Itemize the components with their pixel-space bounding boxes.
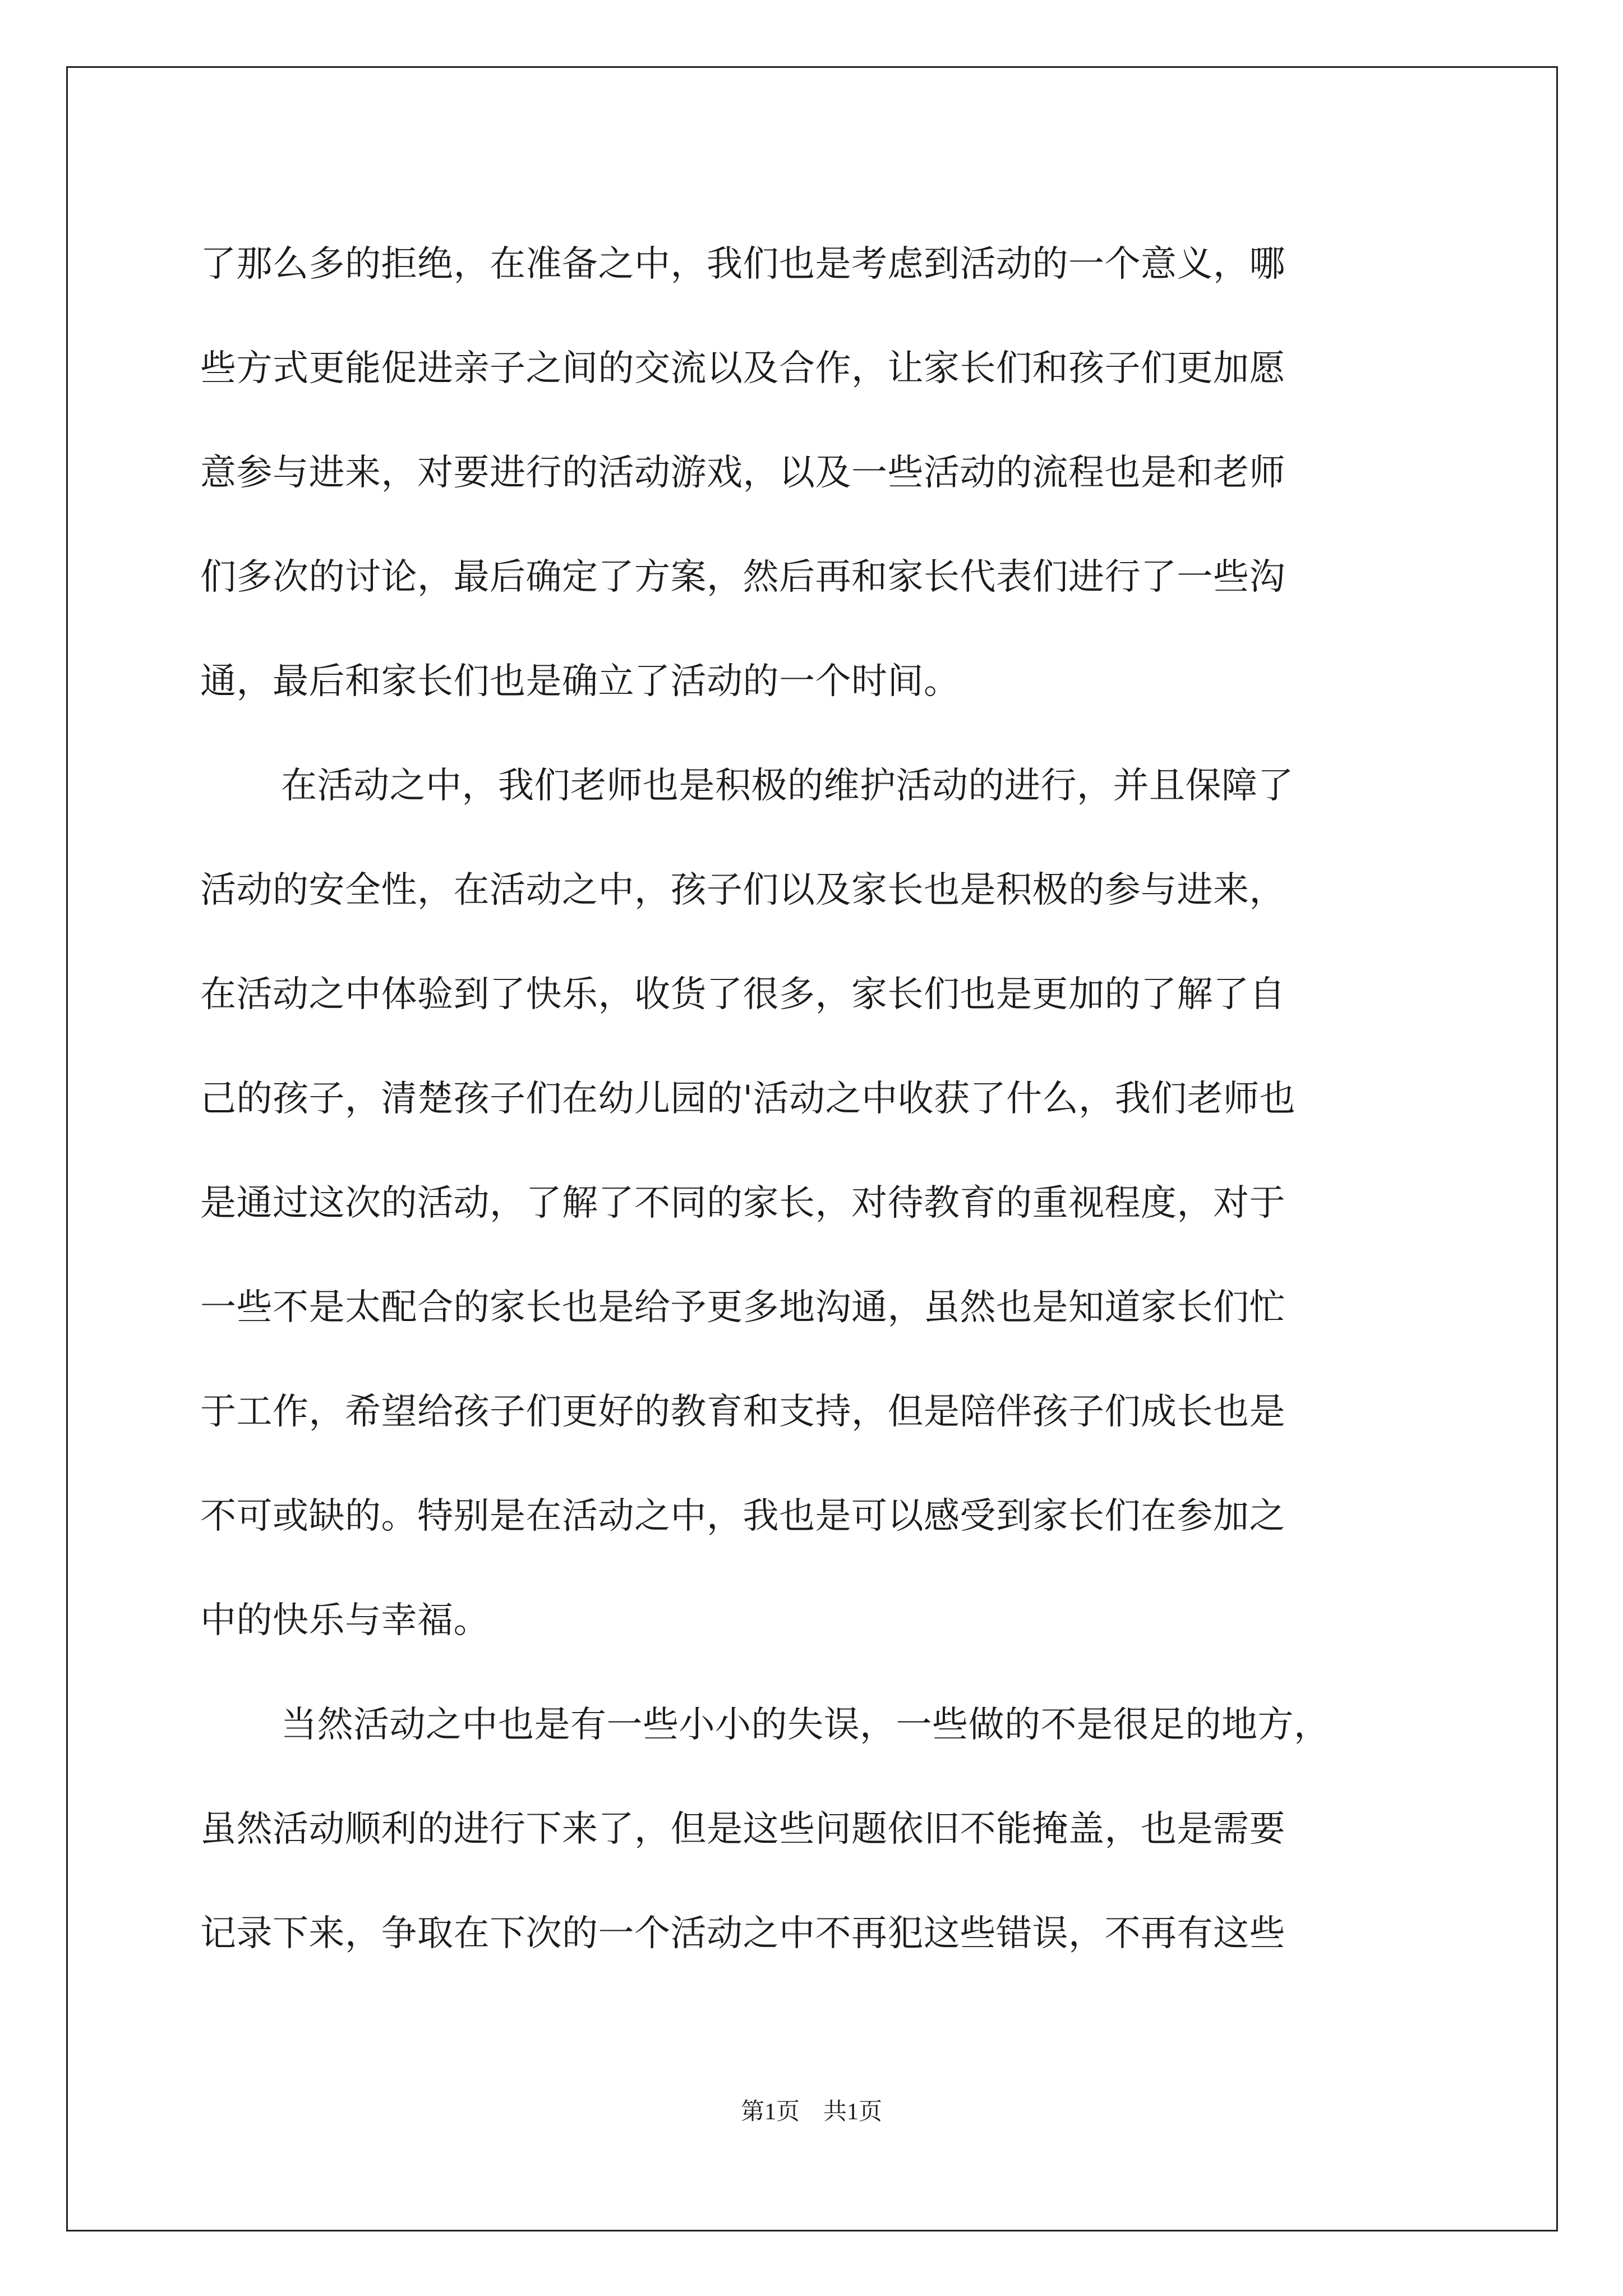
text-line: 们多次的讨论，最后确定了方案，然后再和家长代表们进行了一些沟 (200, 556, 1285, 598)
text-line: 不可或缺的。特别是在活动之中，我也是可以感受到家长们在参加之 (200, 1496, 1285, 1537)
text-line: 意参与进来，对要进行的活动游戏，以及一些活动的流程也是和老师 (200, 452, 1285, 494)
text-line: 在活动之中体验到了快乐，收货了很多，家长们也是更加的了解了自 (200, 974, 1285, 1015)
document-body (200, 212, 1428, 1986)
paragraph-first-line: 在活动之中，我们老师也是积极的维护活动的进行，并且保障了 (281, 765, 1294, 807)
page-number-label: 第1页 共1页 (740, 2099, 882, 2125)
text-line: 虽然活动顺利的进行下来了，但是这些问题依旧不能掩盖，也是需要 (200, 1809, 1285, 1850)
page-footer (0, 2095, 1623, 2129)
text-line: 中的快乐与幸福。 (200, 1600, 490, 1641)
text-line: 记录下来，争取在下次的一个活动之中不再犯这些错误，不再有这些 (200, 1913, 1285, 1954)
text-line: 通，最后和家长们也是确立了活动的一个时间。 (200, 661, 960, 702)
text-line: 活动的安全性，在活动之中，孩子们以及家长也是积极的参与进来， (200, 869, 1285, 911)
text-line: 是通过这次的活动，了解了不同的家长，对待教育的重视程度，对于 (200, 1182, 1285, 1224)
paragraph-first-line: 当然活动之中也是有一些小小的失误，一些做的不是很足的地方， (281, 1704, 1330, 1746)
text-line: 一些不是太配合的家长也是给予更多地沟通，虽然也是知道家长们忙 (200, 1287, 1285, 1328)
text-line: 了那么多的拒绝，在准备之中，我们也是考虑到活动的一个意义，哪 (200, 243, 1285, 285)
text-line: 己的孩子，清楚孩子们在幼儿园的'活动之中收获了什么，我们老师也 (200, 1078, 1296, 1120)
text-line: 于工作，希望给孩子们更好的教育和支持，但是陪伴孩子们成长也是 (200, 1391, 1285, 1433)
text-line: 些方式更能促进亲子之间的交流以及合作，让家长们和孩子们更加愿 (200, 348, 1285, 389)
